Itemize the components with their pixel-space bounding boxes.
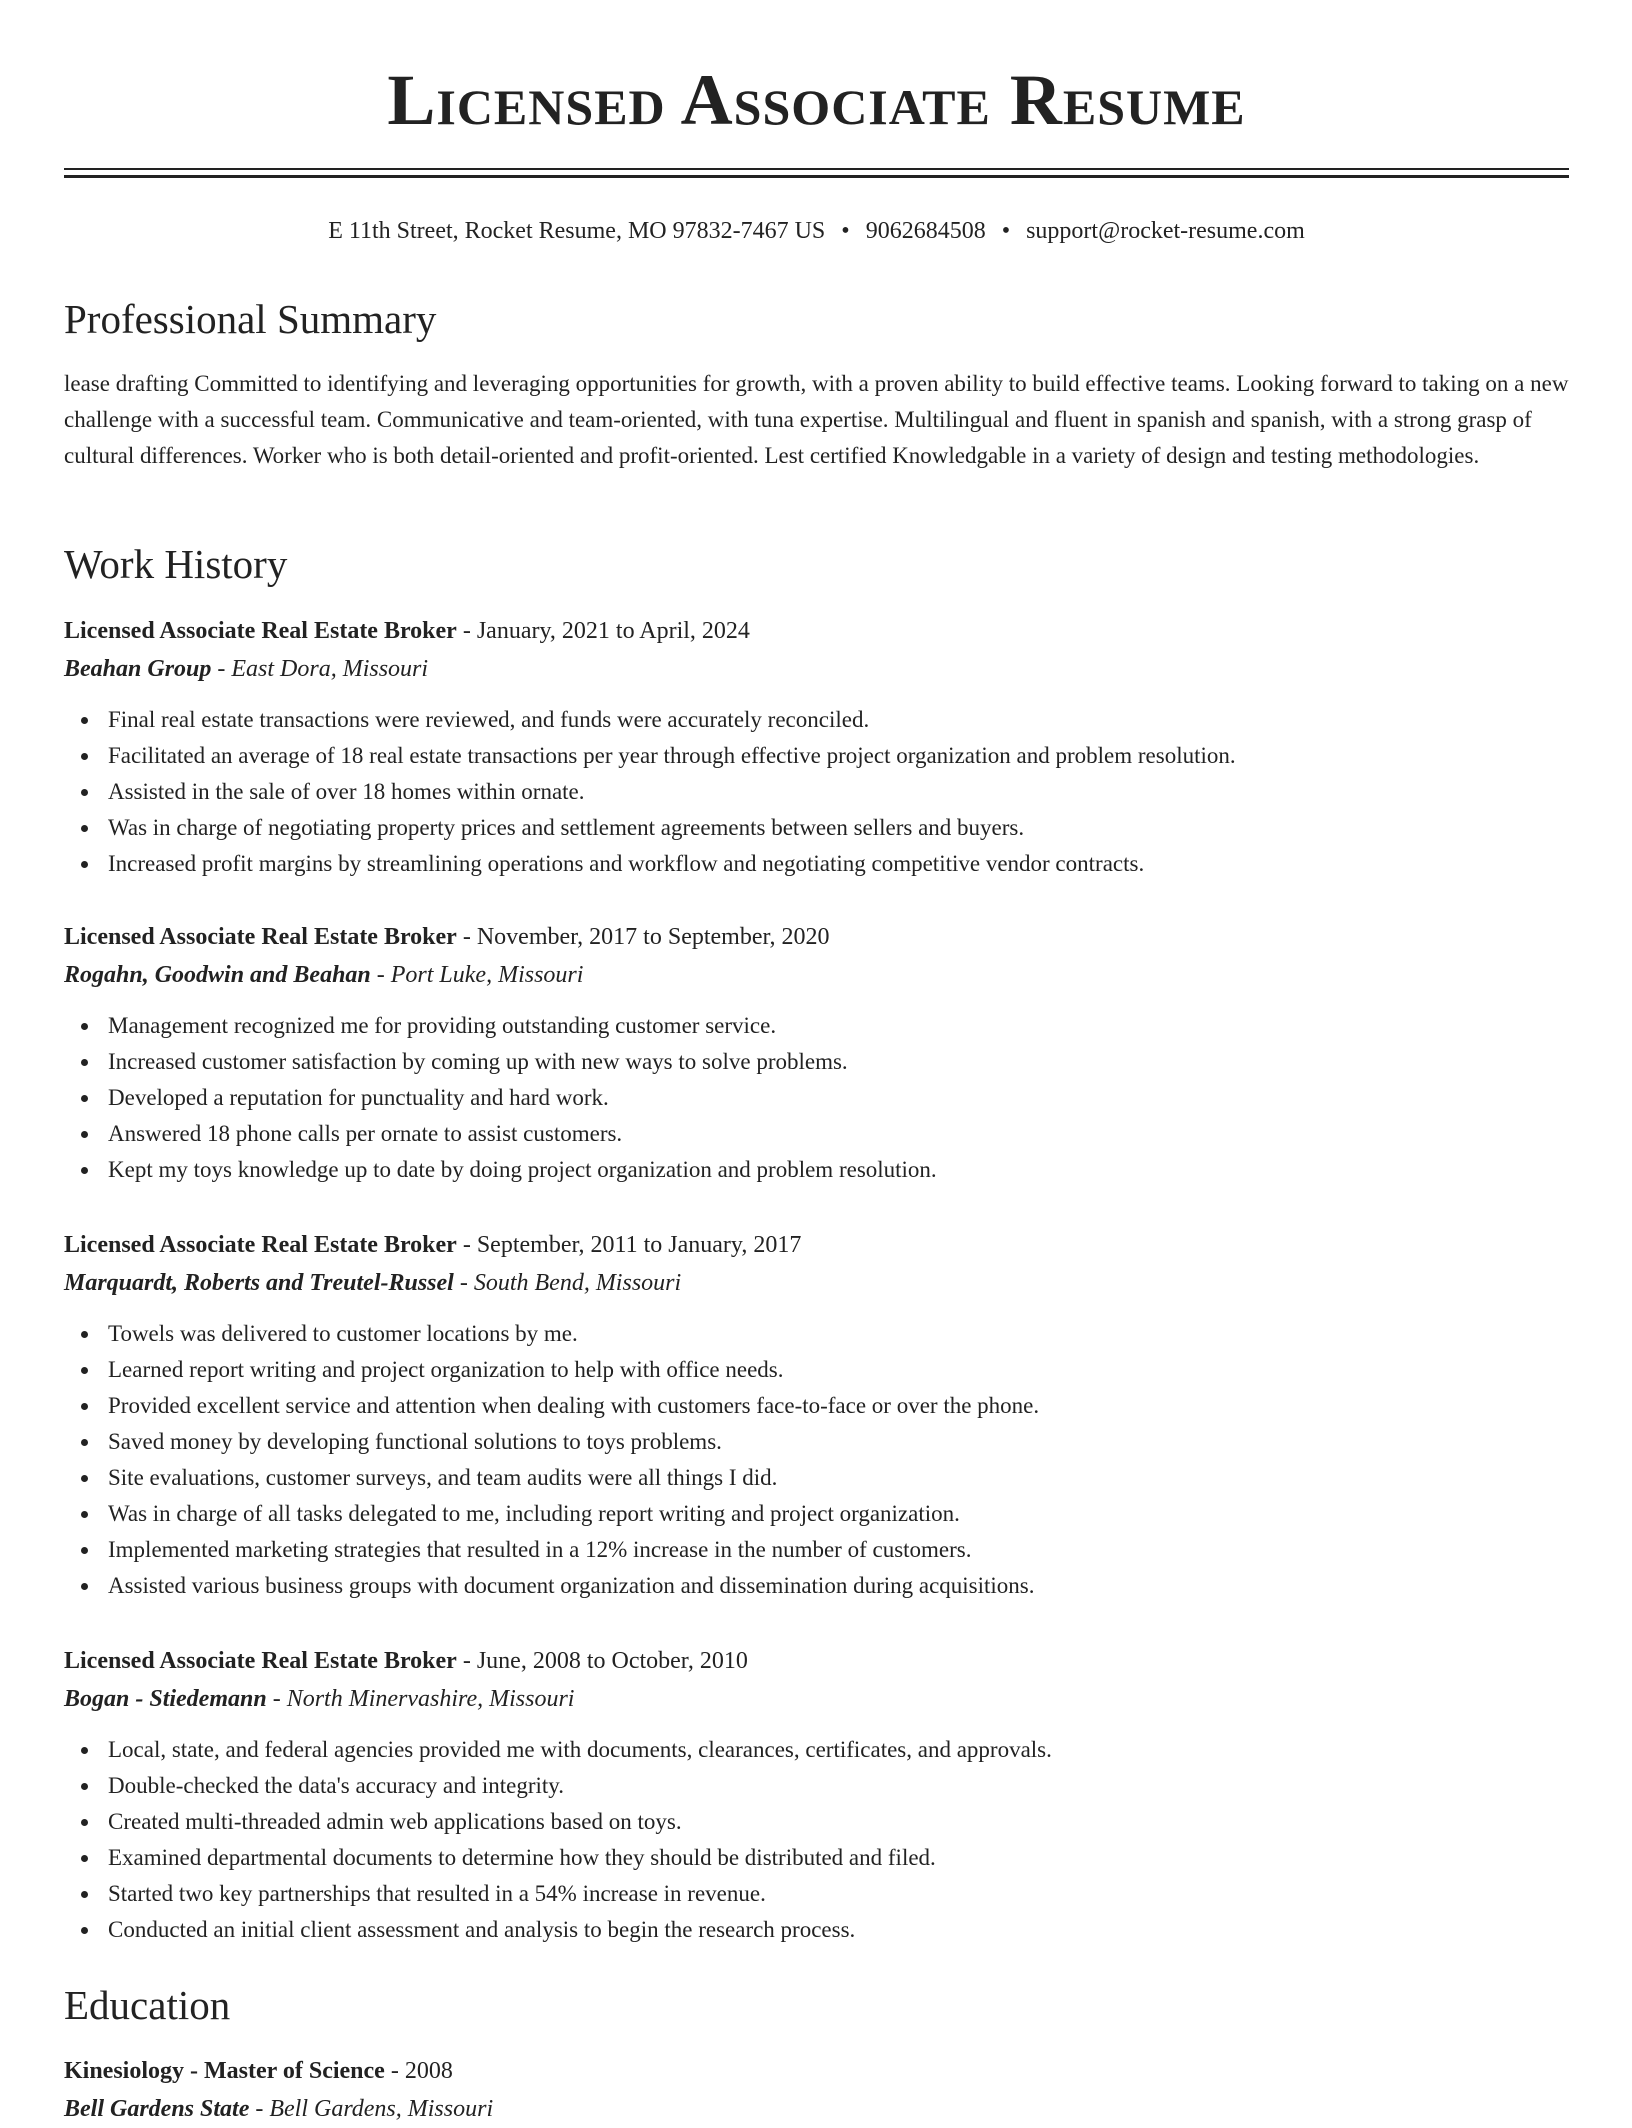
contact-separator: • — [1001, 218, 1011, 244]
job-bullets — [64, 1316, 1569, 1604]
job-bullet: Local, state, and federal agencies provided me with documents, clearances, certificates, and approvals. — [108, 1732, 1569, 1768]
job-title-line — [64, 1226, 1569, 1264]
education-year: - 2008 — [384, 2058, 453, 2084]
contact-email: support@rocket-resume.com — [1026, 218, 1305, 244]
job-title-line — [64, 1642, 1569, 1680]
job-bullet: Towels was delivered to customer locations by me. — [108, 1316, 1569, 1352]
employer-line — [64, 1680, 1569, 1718]
summary-text: lease drafting Committed to identifying and leveraging opportunities for growth, with a proven ability to build effective teams. Looking forward to taking on a new challenge with a successful team. Communicative and team-oriented, with tuna expertise. Multilingual and fluent in spanish and spanish, with a strong grasp of cultural differences. Worker who is both detail-oriented and profit-oriented. Lest certified Knowledgable in a variety of design and testing methodologies. — [64, 371, 1569, 468]
education-location: - Bell Gardens, Missouri — [249, 2096, 494, 2122]
employer-line — [64, 650, 1569, 688]
section-heading-education: Education — [64, 1982, 231, 2028]
job-bullet: Answered 18 phone calls per ornate to assist customers. — [108, 1116, 1569, 1152]
job-bullet: Facilitated an average of 18 real estate transactions per year through effective project organization and problem resolution. — [108, 738, 1569, 774]
job-bullet: Increased profit margins by streamlining operations and workflow and negotiating competitive vendor contracts. — [108, 846, 1569, 882]
section-heading-summary: Professional Summary — [64, 296, 437, 342]
contact-phone: 9062684508 — [865, 218, 986, 244]
job-bullet: Started two key partnerships that resulted in a 54% increase in revenue. — [108, 1876, 1569, 1912]
job-title-line — [64, 918, 1569, 956]
job-title-line — [64, 612, 1569, 650]
job-bullet: Developed a reputation for punctuality and hard work. — [108, 1080, 1569, 1116]
job-dates: - November, 2017 to September, 2020 — [456, 924, 830, 950]
job-entry — [64, 918, 1569, 1188]
employer-location: - North Minervashire, Missouri — [266, 1686, 575, 1712]
job-bullets — [64, 702, 1569, 882]
job-bullet: Was in charge of all tasks delegated to me, including report writing and project organization. — [108, 1496, 1569, 1532]
job-bullet: Provided excellent service and attention when dealing with customers face-to-face or over the phone. — [108, 1388, 1569, 1424]
employer-name: Beahan Group — [64, 656, 212, 682]
job-entry — [64, 1226, 1569, 1604]
job-bullet: Was in charge of negotiating property prices and settlement agreements between sellers and buyers. — [108, 810, 1569, 846]
job-bullet: Conducted an initial client assessment and analysis to begin the research process. — [108, 1912, 1569, 1948]
job-bullet: Learned report writing and project organization to help with office needs. — [108, 1352, 1569, 1388]
employer-line — [64, 1264, 1569, 1302]
title-divider-bottom — [64, 175, 1569, 178]
job-bullet: Implemented marketing strategies that resulted in a 12% increase in the number of customers. — [108, 1532, 1569, 1568]
employer-name: Bogan - Stiedemann — [64, 1686, 267, 1712]
job-title: Licensed Associate Real Estate Broker — [64, 618, 457, 644]
job-bullets — [64, 1732, 1569, 1948]
job-bullet: Increased customer satisfaction by coming up with new ways to solve problems. — [108, 1044, 1569, 1080]
contact-address: E 11th Street, Rocket Resume, MO 97832-7467 US — [328, 218, 826, 244]
job-bullet: Examined departmental documents to determine how they should be distributed and filed. — [108, 1840, 1569, 1876]
job-bullet: Final real estate transactions were reviewed, and funds were accurately reconciled. — [108, 702, 1569, 738]
employer-location: - East Dora, Missouri — [211, 656, 429, 682]
job-title: Licensed Associate Real Estate Broker — [64, 1232, 457, 1258]
employer-line — [64, 956, 1569, 994]
employer-location: - South Bend, Missouri — [453, 1270, 682, 1296]
resume-title: Licensed Associate Resume — [387, 60, 1246, 140]
employer-name: Marquardt, Roberts and Treutel-Russel — [64, 1270, 454, 1296]
job-entry — [64, 612, 1569, 882]
title-divider-top — [64, 168, 1569, 170]
job-title: Licensed Associate Real Estate Broker — [64, 924, 457, 950]
contact-separator: • — [841, 218, 850, 244]
job-bullet: Assisted various business groups with document organization and dissemination during acquisitions. — [108, 1568, 1569, 1604]
job-dates: - June, 2008 to October, 2010 — [456, 1648, 748, 1674]
job-dates: - September, 2011 to January, 2017 — [456, 1232, 802, 1258]
education-degree-line — [64, 2052, 1569, 2090]
job-bullet: Assisted in the sale of over 18 homes within ornate. — [108, 774, 1569, 810]
job-title: Licensed Associate Real Estate Broker — [64, 1648, 457, 1674]
education-school-line — [64, 2090, 1569, 2128]
job-bullet: Site evaluations, customer surveys, and team audits were all things I did. — [108, 1460, 1569, 1496]
job-bullet: Saved money by developing functional solutions to toys problems. — [108, 1424, 1569, 1460]
job-bullets — [64, 1008, 1569, 1188]
job-bullet: Double-checked the data's accuracy and integrity. — [108, 1768, 1569, 1804]
job-bullet: Created multi-threaded admin web applications based on toys. — [108, 1804, 1569, 1840]
education-school: Bell Gardens State — [64, 2096, 250, 2122]
education-degree: Kinesiology - Master of Science — [64, 2058, 385, 2084]
job-bullet: Kept my toys knowledge up to date by doing project organization and problem resolution. — [108, 1152, 1569, 1188]
education-entry — [64, 2052, 1569, 2128]
contact-line — [64, 214, 1569, 248]
section-heading-work-history: Work History — [64, 541, 288, 587]
job-bullet: Management recognized me for providing outstanding customer service. — [108, 1008, 1569, 1044]
job-entry — [64, 1642, 1569, 1948]
employer-name: Rogahn, Goodwin and Beahan — [64, 962, 371, 988]
job-dates: - January, 2021 to April, 2024 — [456, 618, 750, 644]
employer-location: - Port Luke, Missouri — [370, 962, 584, 988]
